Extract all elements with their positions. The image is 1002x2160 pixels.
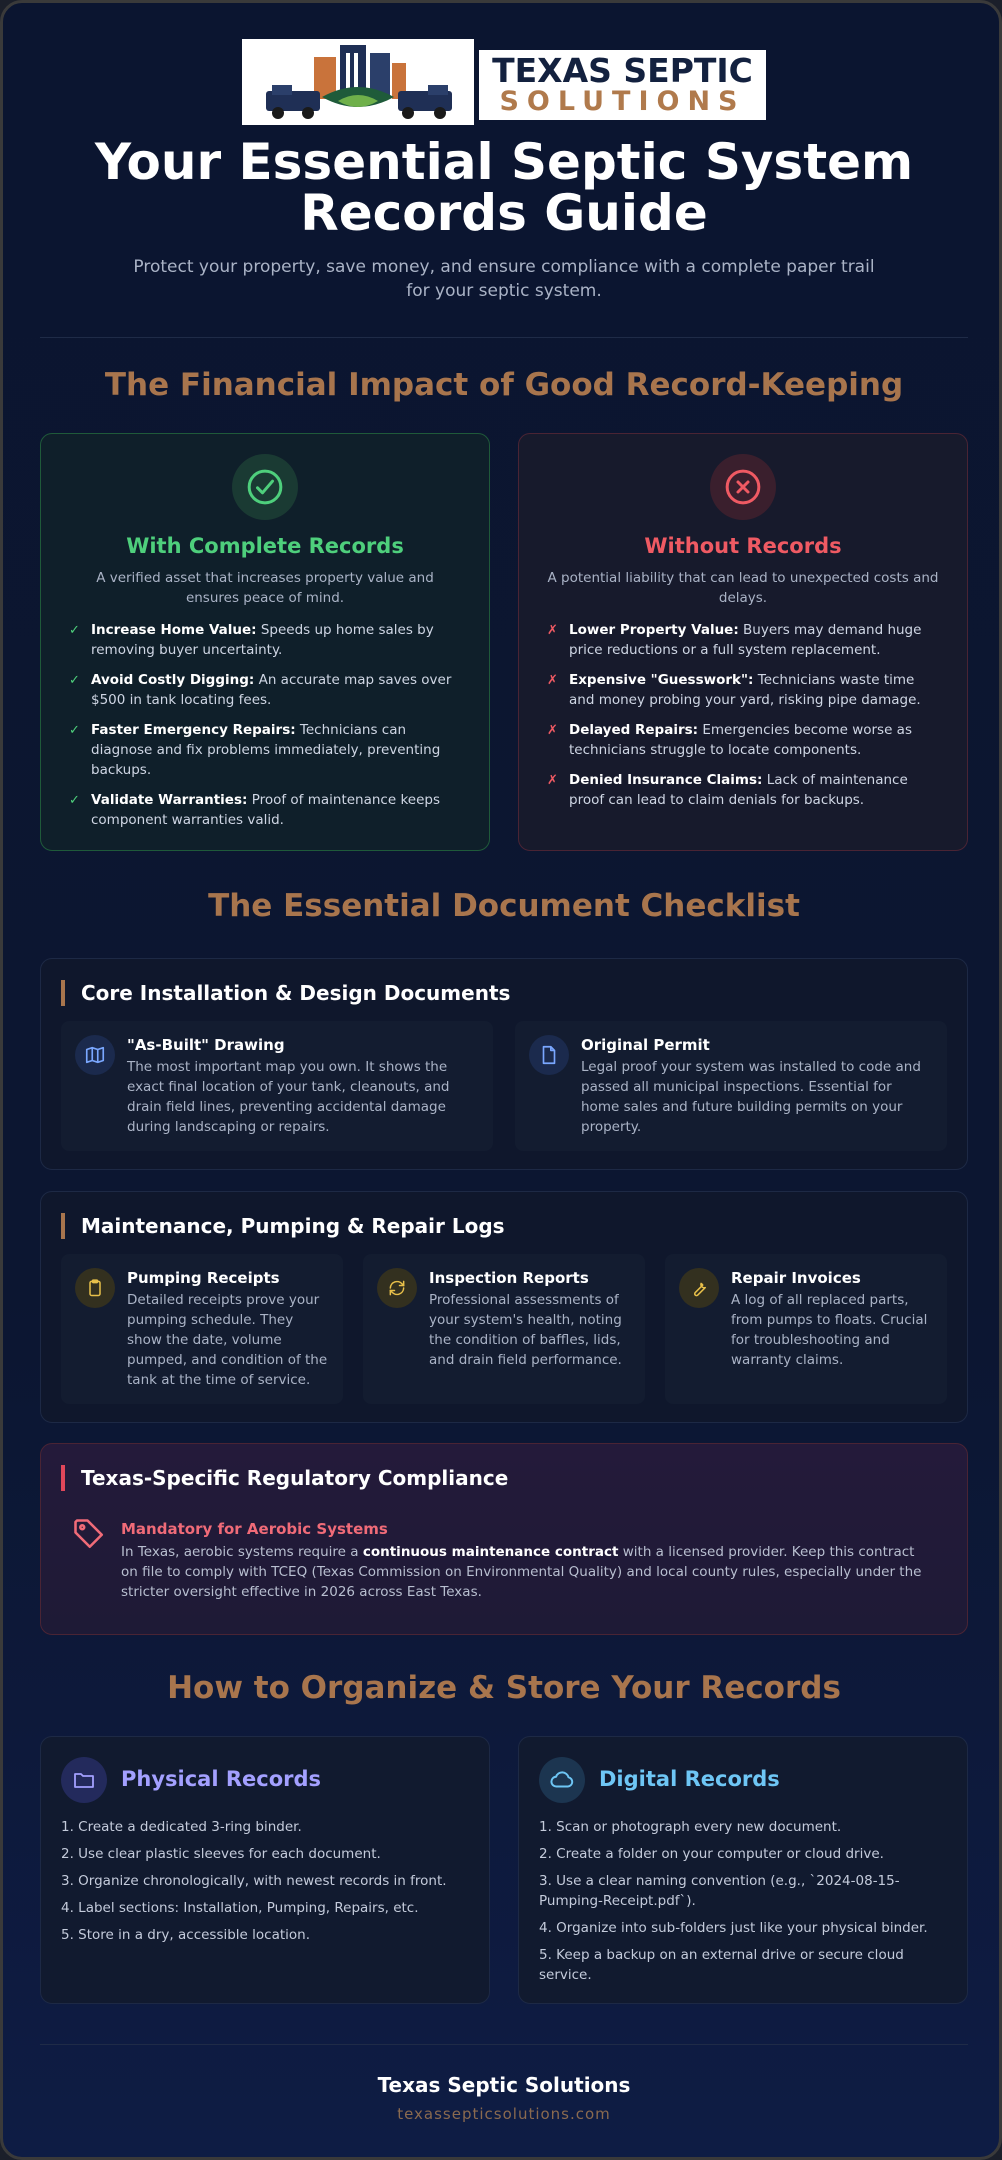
- item-text: Lack of maintenance proof can lead to claim denials for backups.: [569, 772, 908, 808]
- list-item: [69, 620, 461, 660]
- item-label: Expensive "Guesswork":: [569, 672, 754, 688]
- organize-section-title: How to Organize & Store Your Records: [167, 1670, 841, 1706]
- list-item: 5. Keep a backup on an external drive or secure cloud service.: [539, 1947, 904, 1983]
- cloud-icon: [539, 1757, 585, 1803]
- list-item: 1. Scan or photograph every new document.: [539, 1819, 842, 1835]
- list-item: 1. Create a dedicated 3-ring binder.: [61, 1819, 302, 1835]
- without-records-description: A potential liability that can lead to unexpected costs and delays.: [547, 570, 939, 606]
- item-text: Buyers may demand huge price reductions or a full system replacement.: [569, 622, 922, 658]
- logo-wordmark: [479, 50, 766, 120]
- header-divider: [40, 337, 968, 338]
- item-label: Denied Insurance Claims:: [569, 772, 763, 788]
- folder-icon: [61, 1757, 107, 1803]
- doc-text: A log of all replaced parts, from pumps to floats. Crucial for troubleshooting and warranty claims.: [731, 1292, 928, 1368]
- list-item: 3. Organize chronologically, with newest records in front.: [61, 1873, 447, 1889]
- x-circle-icon: [710, 454, 776, 520]
- physical-records-title: Physical Records: [121, 1767, 322, 1791]
- footer-company-name: Texas Septic Solutions: [377, 2073, 631, 2097]
- doc-title: Pumping Receipts: [127, 1269, 280, 1287]
- list-item: [547, 770, 939, 810]
- list-item: [69, 720, 461, 780]
- clipboard-icon: [75, 1268, 115, 1308]
- item-label: Avoid Costly Digging:: [91, 672, 255, 688]
- text-part: In Texas, aerobic systems require a: [121, 1544, 363, 1560]
- text-part: with a licensed provider. Keep this contract on file to comply with TCEQ (Texas Commission on Environmental Quality) and local county rules, especially under the stricter oversight effective in 2026 across East Texas.: [121, 1544, 922, 1600]
- list-item: [547, 720, 939, 760]
- digital-records-steps: [539, 1817, 947, 1992]
- doc-text: Legal proof your system was installed to code and passed all municipal inspections. Essential for home sales and future building permits on your property.: [581, 1059, 921, 1135]
- company-logo: [242, 39, 766, 125]
- as-built-drawing-card: [61, 1021, 493, 1151]
- logo-artwork: [242, 39, 474, 125]
- item-text: Proof of maintenance keeps component warranties valid.: [91, 792, 440, 828]
- core-documents-title: Core Installation & Design Documents: [61, 980, 510, 1006]
- footer-divider: [40, 2044, 968, 2045]
- doc-text: Detailed receipts prove your pumping schedule. They show the date, volume pumped, and condition of the tank at the time of service.: [127, 1292, 328, 1388]
- digital-records-card: [518, 1736, 968, 2004]
- item-text: Speeds up home sales by removing buyer uncertainty.: [91, 622, 434, 658]
- without-records-card: [518, 433, 968, 851]
- check-circle-icon: [232, 454, 298, 520]
- item-text: Emergencies become worse as technicians struggle to locate components.: [569, 722, 912, 758]
- doc-title: Inspection Reports: [429, 1269, 589, 1287]
- refresh-icon: [377, 1268, 417, 1308]
- financial-section-title: The Financial Impact of Good Record-Keeping: [104, 367, 904, 403]
- list-item: 5. Store in a dry, accessible location.: [61, 1927, 311, 1943]
- x-icon: ✗: [547, 773, 558, 788]
- x-icon: ✗: [547, 673, 558, 688]
- logo-line-2: SOLUTIONS: [499, 86, 746, 117]
- item-label: Delayed Repairs:: [569, 722, 699, 738]
- compliance-subtitle: Mandatory for Aerobic Systems: [121, 1520, 388, 1538]
- physical-records-steps: [61, 1817, 469, 1952]
- pumping-receipts-card: [61, 1254, 343, 1404]
- check-icon: ✓: [69, 793, 80, 808]
- doc-text: The most important map you own. It shows the exact final location of your tank, cleanouts, and drain field lines, preventing accidental damage during landscaping or repairs.: [127, 1059, 450, 1135]
- list-item: 4. Label sections: Installation, Pumping, Repairs, etc.: [61, 1900, 419, 1916]
- doc-title: Original Permit: [581, 1036, 710, 1054]
- list-item: 2. Create a folder on your computer or cloud drive.: [539, 1846, 884, 1862]
- doc-text: Professional assessments of your system's health, noting the condition of baffles, lids, and drain field performance.: [429, 1292, 622, 1368]
- text-emphasis: continuous maintenance contract: [362, 1544, 619, 1560]
- digital-records-title: Digital Records: [599, 1767, 780, 1791]
- item-text: Technicians can diagnose and fix problems immediately, preventing backups.: [91, 722, 441, 778]
- with-records-list: [69, 620, 461, 830]
- x-icon: ✗: [547, 623, 558, 638]
- wrench-icon: [679, 1268, 719, 1308]
- item-text: An accurate map saves over $500 in tank locating fees.: [91, 672, 452, 708]
- list-item: 3. Use a clear naming convention (e.g., `2024-08-15-Pumping-Receipt.pdf`).: [539, 1873, 900, 1909]
- item-label: Validate Warranties:: [91, 792, 248, 808]
- page-title: Your Essential Septic System Records Guide: [94, 133, 914, 242]
- item-label: Lower Property Value:: [569, 622, 739, 638]
- page-subtitle: Protect your property, save money, and ensure compliance with a complete paper trail for your septic system.: [133, 257, 875, 301]
- check-icon: ✓: [69, 623, 80, 638]
- checklist-section-title: The Essential Document Checklist: [208, 888, 800, 924]
- map-icon: [75, 1035, 115, 1075]
- core-documents-group: [40, 958, 968, 1170]
- logo-line-1: TEXAS SEPTIC: [492, 51, 753, 90]
- with-records-card: [40, 433, 490, 851]
- with-records-title: With Complete Records: [126, 534, 404, 558]
- without-records-title: Without Records: [644, 534, 842, 558]
- without-records-list: [547, 620, 939, 810]
- item-label: Increase Home Value:: [91, 622, 257, 638]
- maintenance-logs-group: [40, 1191, 968, 1423]
- doc-title: Repair Invoices: [731, 1269, 861, 1287]
- original-permit-card: [515, 1021, 947, 1151]
- item-label: Faster Emergency Repairs:: [91, 722, 296, 738]
- compliance-text: [121, 1542, 931, 1602]
- check-icon: ✓: [69, 723, 80, 738]
- with-records-description: A verified asset that increases property value and ensures peace of mind.: [96, 570, 434, 606]
- list-item: 2. Use clear plastic sleeves for each document.: [61, 1846, 381, 1862]
- list-item: [69, 670, 461, 710]
- doc-title: "As-Built" Drawing: [127, 1036, 285, 1054]
- repair-invoices-card: [665, 1254, 947, 1404]
- check-icon: ✓: [69, 673, 80, 688]
- list-item: [547, 620, 939, 660]
- inspection-reports-card: [363, 1254, 645, 1404]
- list-item: [69, 790, 461, 830]
- physical-records-card: [40, 1736, 490, 2004]
- list-item: 4. Organize into sub-folders just like your physical binder.: [539, 1920, 928, 1936]
- tag-icon: [71, 1516, 107, 1552]
- document-icon: [529, 1035, 569, 1075]
- compliance-box: [40, 1443, 968, 1635]
- x-icon: ✗: [547, 723, 558, 738]
- list-item: [547, 670, 939, 710]
- footer-website-link[interactable]: texassepticsolutions.com: [397, 2105, 611, 2123]
- maintenance-logs-title: Maintenance, Pumping & Repair Logs: [61, 1213, 505, 1239]
- item-text: Technicians waste time and money probing your yard, risking pipe damage.: [569, 672, 921, 708]
- compliance-title: Texas-Specific Regulatory Compliance: [61, 1465, 508, 1491]
